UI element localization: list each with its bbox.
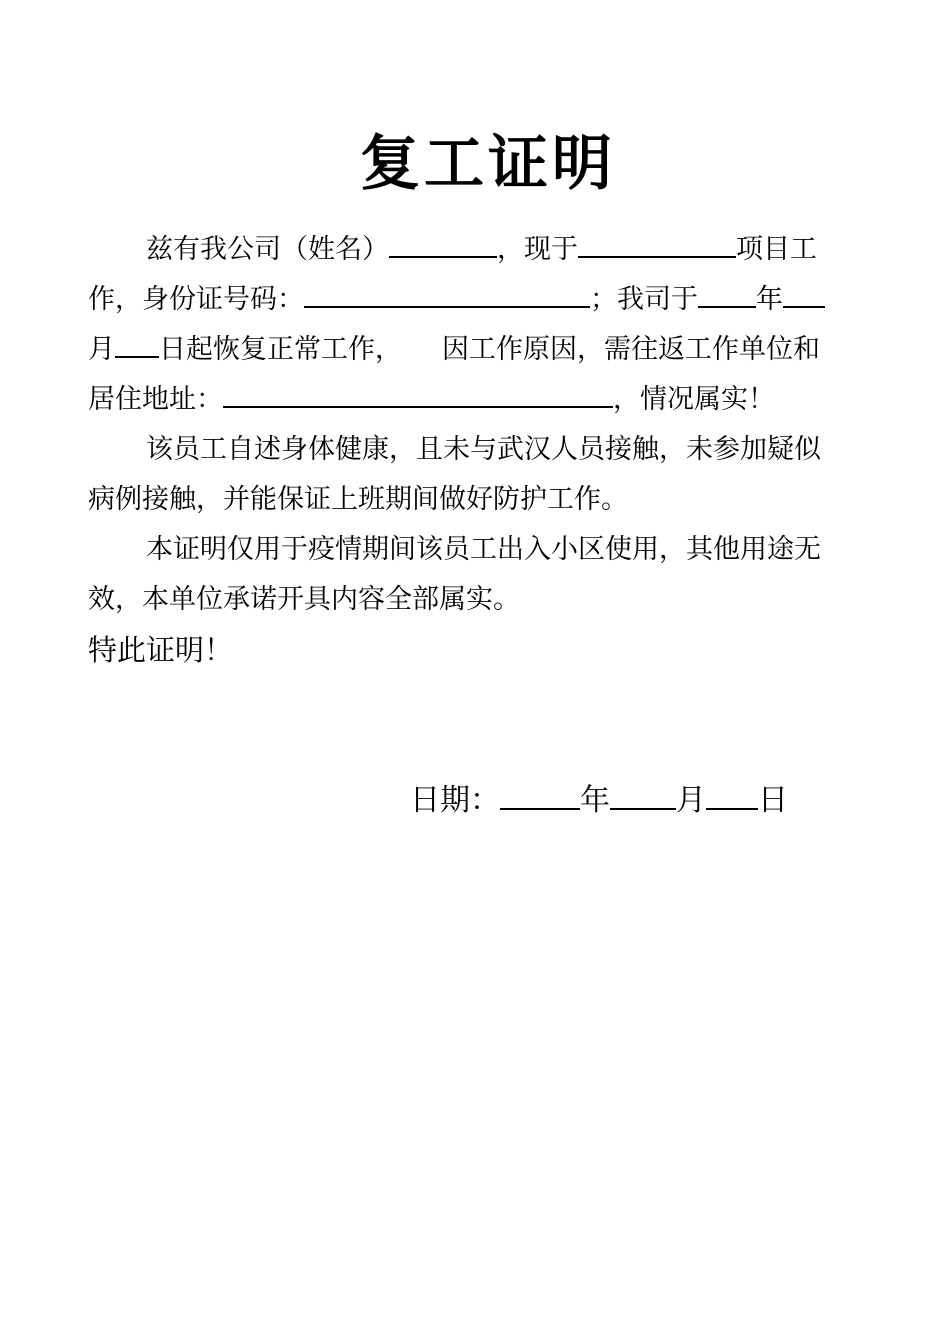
document-title: 复工证明 (360, 129, 616, 199)
date-year-blank[interactable] (500, 780, 580, 810)
text-segment: 月 (88, 334, 115, 365)
text-segment: 年 (756, 284, 783, 315)
project-blank[interactable] (578, 232, 736, 258)
year-label: 年 (580, 783, 610, 818)
paragraph-line-5: 该员工自述身体健康，且未与武汉人员接触，未参加疑似 (146, 434, 821, 465)
paragraph-line-2 (88, 282, 825, 318)
paragraph-line-3 (88, 332, 820, 368)
text-segment: 兹有我公司（姓名） (146, 234, 389, 265)
text-segment: 日起恢复正常工作， (159, 334, 402, 365)
text-segment: 作，身份证号码： (88, 284, 304, 315)
date-day-blank[interactable] (706, 780, 758, 810)
id-number-blank[interactable] (304, 282, 590, 308)
closing-statement: 特此证明！ (88, 633, 234, 667)
paragraph-line-4 (88, 382, 775, 418)
start-year-blank[interactable] (698, 282, 756, 308)
start-day-blank[interactable] (115, 332, 159, 358)
date-month-blank[interactable] (610, 780, 676, 810)
address-blank[interactable] (223, 382, 613, 408)
day-label: 日 (758, 783, 788, 818)
paragraph-line-6: 病例接触，并能保证上班期间做好防护工作。 (88, 484, 628, 515)
start-month-blank[interactable] (783, 282, 825, 308)
paragraph-line-8: 效，本单位承诺开具内容全部属实。 (88, 584, 520, 615)
month-label: 月 (676, 783, 706, 818)
text-segment: ，现于 (497, 234, 578, 265)
date-line (410, 780, 788, 821)
date-label: 日期： (410, 783, 500, 818)
paragraph-line-1 (146, 232, 817, 268)
text-segment: 居住地址： (88, 384, 223, 415)
name-blank[interactable] (389, 232, 497, 258)
text-segment: 项目工 (736, 234, 817, 265)
paragraph-line-7: 本证明仅用于疫情期间该员工出入小区使用，其他用途无 (146, 534, 821, 565)
text-segment: ，情况属实！ (613, 384, 775, 415)
text-segment: ；我司于 (590, 284, 698, 315)
text-segment: 因工作原因，需往返工作单位和 (442, 334, 820, 365)
